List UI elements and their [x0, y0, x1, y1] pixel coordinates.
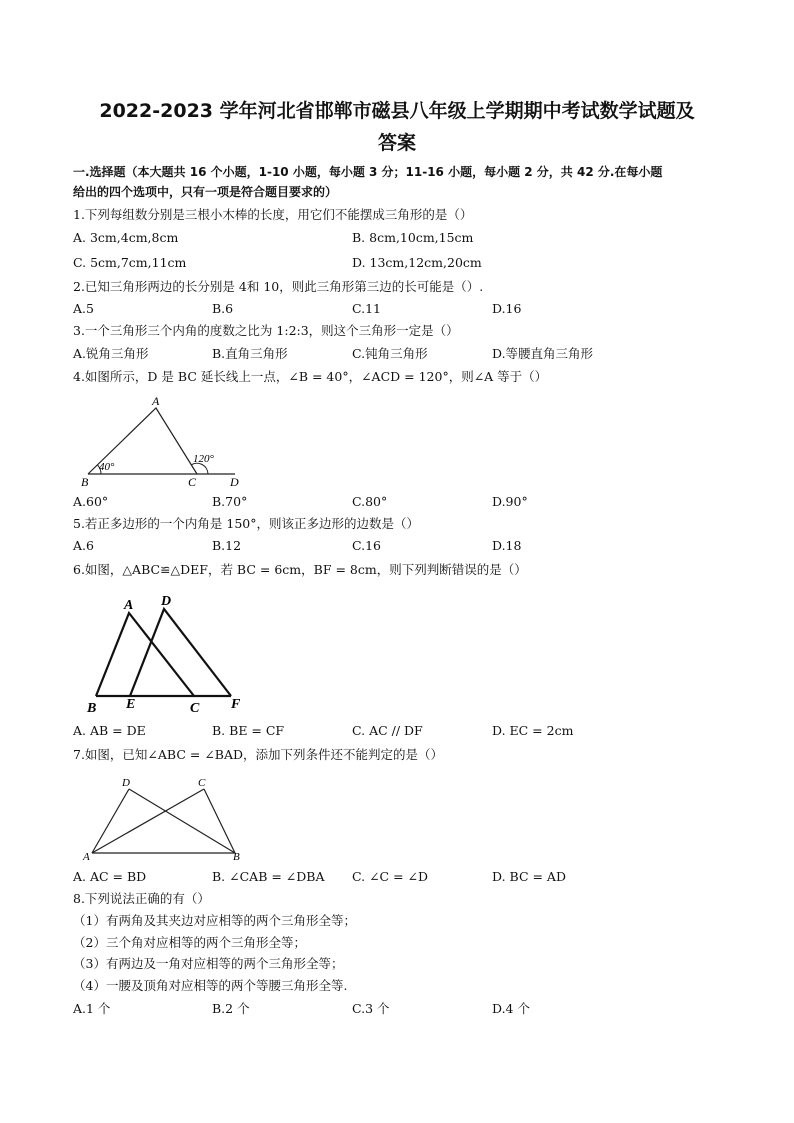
label-b: B: [233, 851, 240, 863]
option-a: A.60°: [73, 494, 109, 509]
option-c: C. ∠C = ∠D: [352, 869, 429, 884]
option-a: A. AB = DE: [73, 723, 146, 738]
segment-ac: [92, 789, 204, 853]
triangle-figure-q4: [80, 393, 250, 488]
option-b: B.12: [212, 538, 242, 553]
triangle-abc: [96, 613, 194, 696]
section-header-cont: 给出的四个选项中，只有一项是符合题目要求的）: [73, 185, 338, 199]
statement-item: （1）有两角及其夹边对应相等的两个三角形全等；: [73, 913, 356, 928]
option-b: B.70°: [212, 494, 248, 509]
option-d: D. EC = 2cm: [492, 723, 574, 738]
option-c: C.16: [352, 538, 381, 553]
doc-title-cont: 答案: [377, 132, 416, 154]
option-a: A.锐角三角形: [73, 346, 149, 361]
label-c: C: [198, 777, 206, 789]
option-a: A.5: [73, 301, 94, 316]
option-b: B.直角三角形: [212, 346, 288, 361]
option-c: C.钝角三角形: [352, 346, 428, 361]
angle-acd-label: 120°: [193, 453, 214, 465]
option-a: A.6: [73, 538, 94, 553]
label-e: E: [126, 697, 136, 712]
option-c: C. 5cm,7cm,11cm: [73, 255, 187, 270]
triangles-figure-q6: [82, 590, 262, 720]
option-b: B. ∠CAB = ∠DBA: [212, 869, 325, 884]
option-d: D.90°: [492, 494, 528, 509]
question-stem: 6.如图，△ABC≌△DEF，若 BC = 6cm，BF = 8cm，则下列判断错误的是（）: [73, 562, 527, 577]
statement-item: （3）有两边及一角对应相等的两个三角形全等；: [73, 956, 344, 971]
question-stem: 4.如图所示，D 是 BC 延长线上一点，∠B = 40°，∠ACD = 120°，则∠A 等于（）: [73, 369, 548, 384]
label-d: D: [161, 594, 172, 609]
option-d: D.18: [492, 538, 522, 553]
option-a: A. 3cm,4cm,8cm: [73, 230, 179, 245]
option-a: A.1 个: [73, 1001, 111, 1016]
option-b: B.6: [212, 301, 234, 316]
question-stem: 8.下列说法正确的有（）: [73, 891, 210, 906]
option-c: C. AC // DF: [352, 723, 423, 738]
label-f: F: [231, 697, 241, 712]
label-c: C: [188, 475, 197, 488]
section-header: 一.选择题（本大题共 16 个小题，1-10 小题，每小题 3 分；11-16 小题，每小题 2 分，共 42 分.在每小题: [73, 165, 663, 179]
question-stem: 5.若正多边形的一个内角是 150°，则该正多边形的边数是（）: [73, 516, 420, 531]
label-b: B: [81, 475, 89, 488]
option-c: C.11: [352, 301, 381, 316]
question-stem: 7.如图，已知∠ABC = ∠BAD，添加下列条件还不能判定的是（）: [73, 747, 444, 762]
label-d: D: [122, 777, 130, 789]
option-b: B.2 个: [212, 1001, 250, 1016]
label-c: C: [190, 701, 200, 716]
label-b: B: [87, 701, 97, 716]
option-c: C.80°: [352, 494, 388, 509]
question-stem: 3.一个三角形三个内角的度数之比为 1:2:3，则这个三角形一定是（）: [73, 323, 459, 338]
label-a: A: [152, 394, 160, 408]
option-d: D.4 个: [492, 1001, 530, 1016]
option-b: B. 8cm,10cm,15cm: [352, 230, 474, 245]
angle-b-label: 40°: [99, 461, 115, 473]
label-a: A: [83, 851, 90, 863]
doc-title: 2022-2023 学年河北省邯郸市磁县八年级上学期期中考试数学试题及: [99, 100, 695, 122]
option-d: D.16: [492, 301, 522, 316]
statement-item: （4）一腰及顶角对应相等的两个等腰三角形全等.: [73, 978, 348, 993]
option-d: D.等腰直角三角形: [492, 346, 594, 361]
quadrilateral-figure-q7: [80, 772, 250, 864]
option-d: D. BC = AD: [492, 869, 566, 884]
label-a: A: [124, 598, 134, 613]
triangle-def: [130, 609, 231, 696]
option-a: A. AC = BD: [73, 869, 147, 884]
label-d: D: [230, 475, 239, 488]
option-d: D. 13cm,12cm,20cm: [352, 255, 482, 270]
option-c: C.3 个: [352, 1001, 390, 1016]
option-b: B. BE = CF: [212, 723, 285, 738]
question-stem: 2.已知三角形两边的长分别是 4和 10，则此三角形第三边的长可能是（）.: [73, 279, 484, 294]
segment-ad: [92, 789, 129, 853]
statement-item: （2）三个角对应相等的两个三角形全等；: [73, 935, 306, 950]
question-stem: 1.下列每组数分别是三根小木棒的长度，用它们不能摆成三角形的是（）: [73, 207, 473, 222]
